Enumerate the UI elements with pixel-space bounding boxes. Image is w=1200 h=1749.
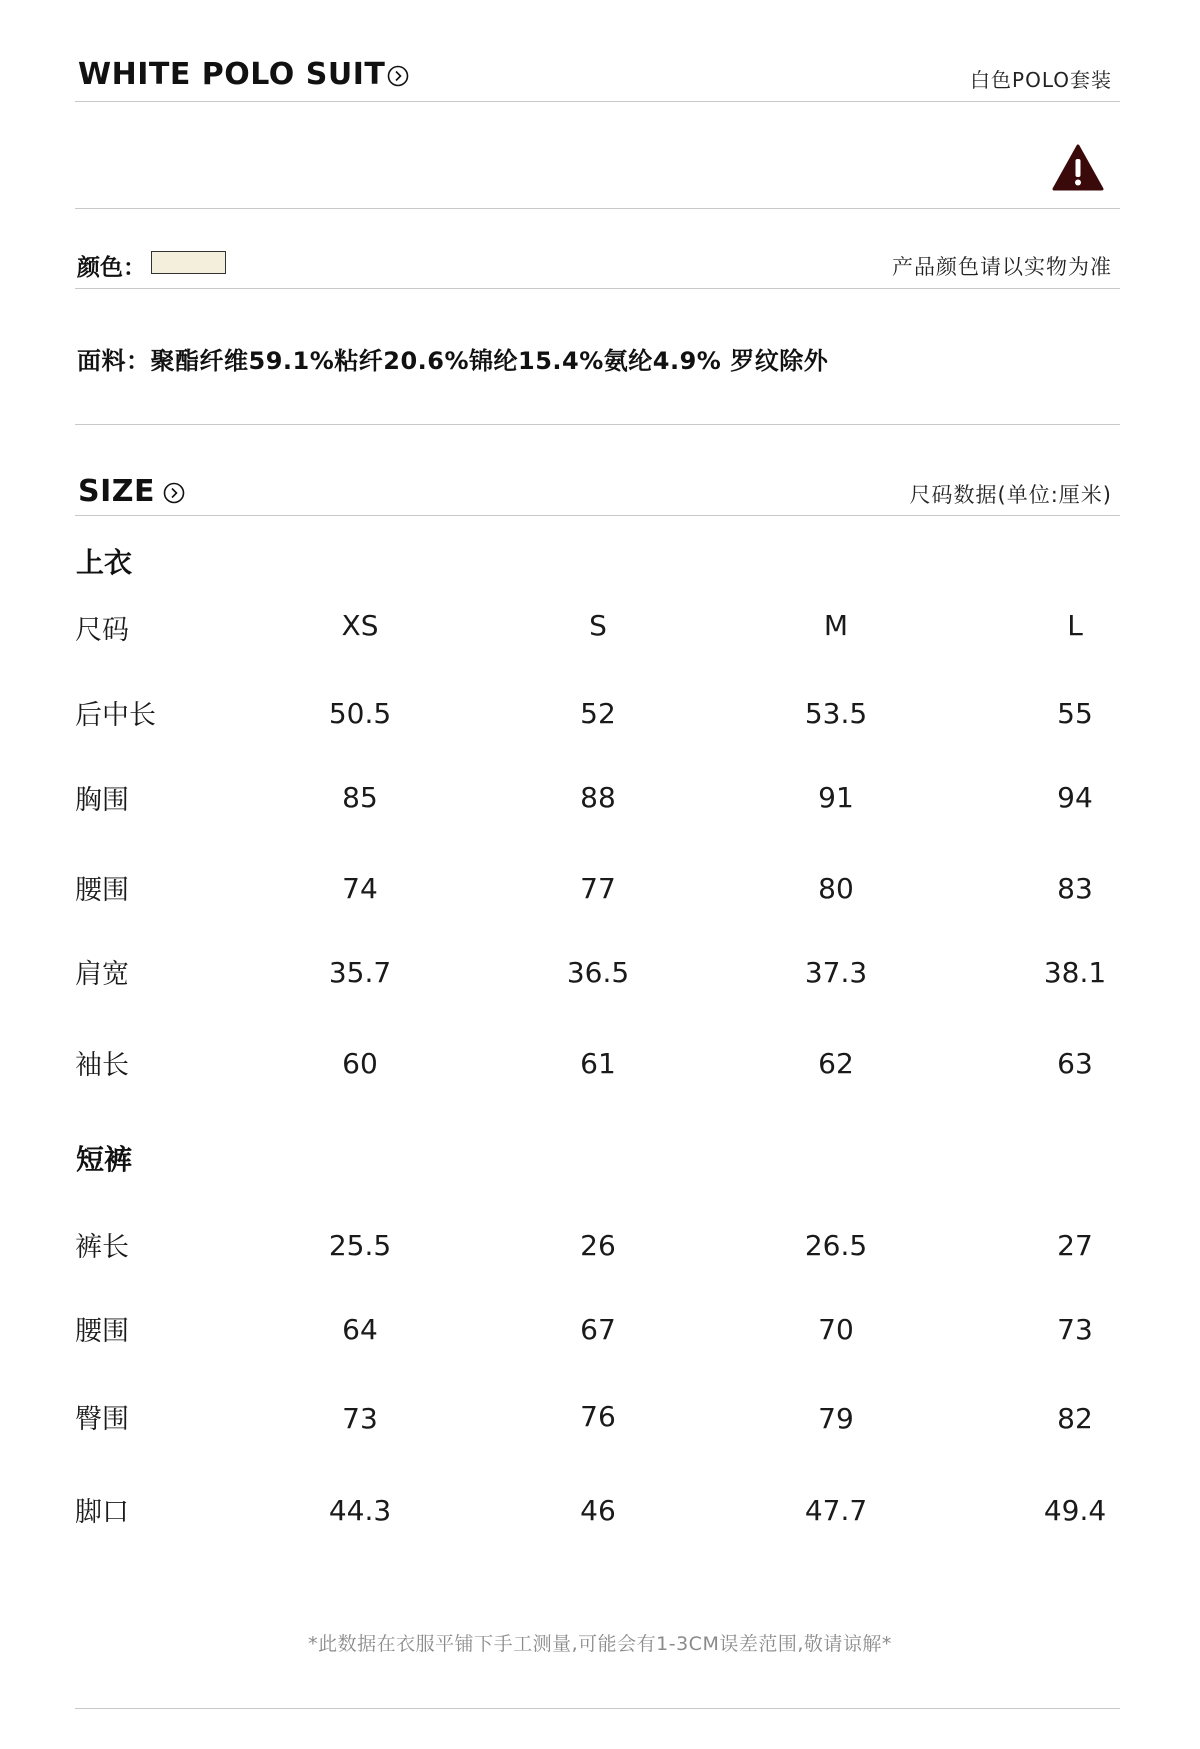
divider	[75, 424, 1120, 425]
title-chinese: 白色POLO套装	[970, 68, 1112, 92]
warning-triangle-icon	[1051, 143, 1105, 193]
row-label: 肩宽	[75, 959, 129, 990]
table-cell: 47.7	[804, 1494, 868, 1527]
size-header-m: M	[823, 609, 849, 642]
divider	[75, 1708, 1120, 1709]
color-note: 产品颜色请以实物为准	[892, 255, 1112, 279]
table-cell: 53.5	[804, 697, 868, 730]
table-cell: 63	[1057, 1047, 1093, 1080]
section-top: 上衣	[76, 546, 133, 579]
table-cell: 67	[580, 1313, 616, 1346]
size-label: 尺码	[75, 615, 129, 646]
table-cell: 25.5	[328, 1229, 392, 1262]
divider	[75, 288, 1120, 289]
table-cell: 62	[818, 1047, 854, 1080]
row-label: 袖长	[75, 1050, 129, 1081]
table-cell: 61	[580, 1047, 616, 1080]
color-label: 颜色：	[77, 255, 146, 281]
size-header-l: L	[1067, 609, 1083, 642]
table-cell: 38.1	[1043, 956, 1107, 989]
table-cell: 37.3	[804, 956, 868, 989]
row-label: 胸围	[75, 785, 129, 816]
row-label: 腰围	[75, 1316, 129, 1347]
table-cell: 55	[1057, 697, 1093, 730]
color-swatch	[151, 251, 226, 274]
table-cell: 52	[580, 697, 616, 730]
row-label: 后中长	[75, 700, 156, 731]
row-label: 裤长	[75, 1232, 129, 1263]
row-label: 脚口	[75, 1497, 129, 1528]
size-title-text: SIZE	[78, 474, 156, 509]
table-cell: 26.5	[804, 1229, 868, 1262]
size-header-xs: XS	[341, 609, 379, 642]
table-cell: 74	[342, 872, 378, 905]
page-title-text: WHITE POLO SUIT	[78, 57, 386, 92]
measurement-footnote: *此数据在衣服平铺下手工测量,可能会有1-3CM误差范围,敬请谅解*	[308, 1633, 892, 1655]
table-cell: 50.5	[328, 697, 392, 730]
size-unit-note: 尺码数据(单位:厘米)	[909, 483, 1112, 507]
page-title	[78, 57, 409, 92]
table-cell: 88	[580, 781, 616, 814]
section-shorts: 短裤	[76, 1143, 133, 1176]
row-label: 臀围	[75, 1404, 129, 1435]
table-cell: 91	[818, 781, 854, 814]
size-header-s: S	[589, 609, 607, 642]
divider	[75, 208, 1120, 209]
table-cell: 44.3	[328, 1494, 392, 1527]
table-cell: 85	[342, 781, 378, 814]
table-cell: 77	[580, 872, 616, 905]
table-cell: 80	[818, 872, 854, 905]
table-cell: 46	[580, 1494, 616, 1527]
chevron-circle-right-icon	[387, 65, 409, 87]
table-cell: 79	[818, 1402, 854, 1435]
table-cell: 64	[342, 1313, 378, 1346]
table-cell: 82	[1057, 1402, 1093, 1435]
chevron-circle-right-icon	[163, 482, 185, 504]
table-cell: 27	[1057, 1229, 1093, 1262]
table-cell: 49.4	[1043, 1494, 1107, 1527]
table-cell: 76	[580, 1400, 616, 1433]
divider	[75, 515, 1120, 516]
table-cell: 70	[818, 1313, 854, 1346]
divider	[75, 101, 1120, 102]
size-title	[78, 474, 185, 509]
table-cell: 73	[1057, 1313, 1093, 1346]
table-cell: 26	[580, 1229, 616, 1262]
table-cell: 83	[1057, 872, 1093, 905]
row-label: 腰围	[75, 875, 129, 906]
table-cell: 35.7	[328, 956, 392, 989]
table-cell: 73	[342, 1402, 378, 1435]
table-cell: 60	[342, 1047, 378, 1080]
fabric-composition: 面料：聚酯纤维59.1%粘纤20.6%锦纶15.4%氨纶4.9% 罗纹除外	[77, 347, 829, 375]
table-cell: 94	[1057, 781, 1093, 814]
table-cell: 36.5	[566, 956, 630, 989]
